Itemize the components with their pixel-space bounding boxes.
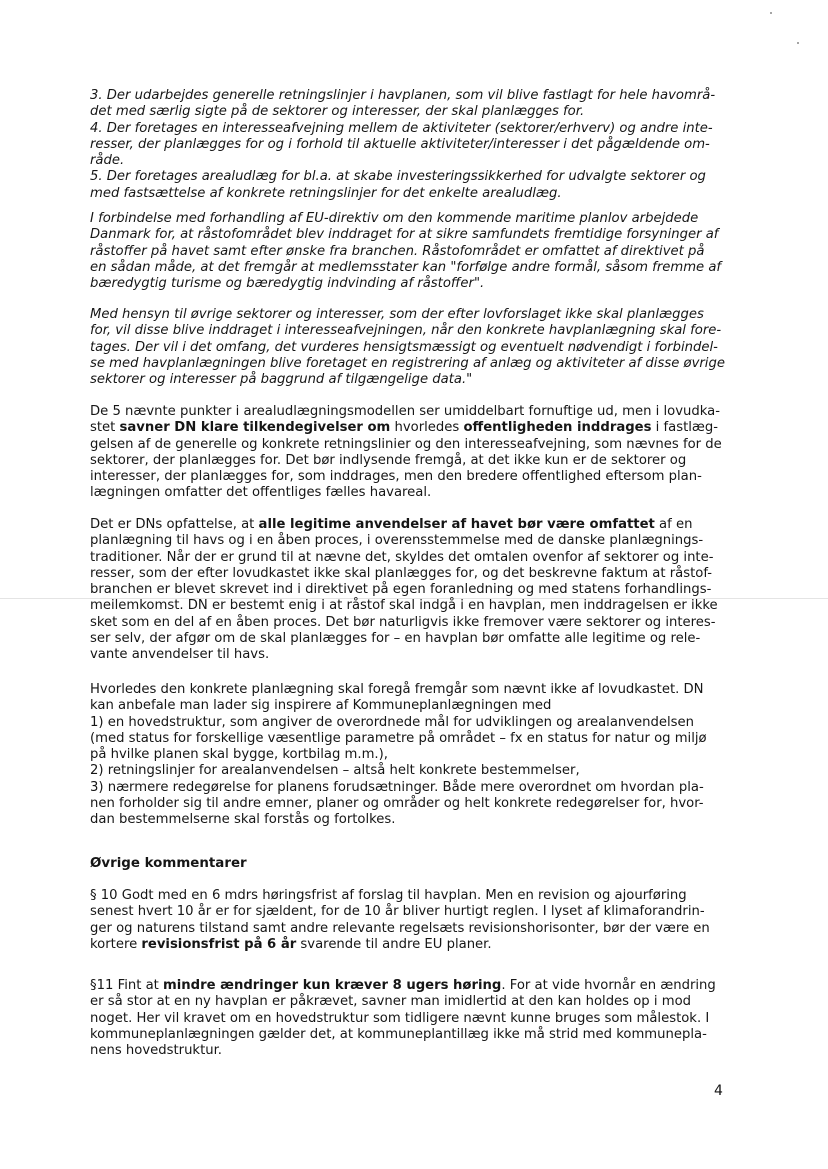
text-line — [90, 978, 730, 994]
text-line: 4. Der foretages en interesseafvejning mellem de aktiviteter (sektorer/erhverv) og andre inte- — [90, 120, 713, 136]
text-line: branchen er blevet skrevet ind i direktivet på egen foranledning og med statens forhandlings- — [90, 582, 712, 598]
text-run: stet — [90, 420, 120, 436]
text-line: senest hvert 10 år er for sjældent, for de 10 år bliver hurtigt reglen. I lyset af klimaforandrin- — [90, 904, 705, 920]
emphasis-text: mindre ændringer kun kræver 8 ugers høring — [163, 978, 502, 993]
text-line: nens hovedstruktur. — [90, 1043, 222, 1059]
text-line: for, vil disse blive inddraget i interesseafvejningen, når den konkrete havplanlægning skal fore- — [90, 323, 722, 339]
emphasis-text: savner DN klare tilkendegivelser om — [119, 420, 391, 436]
quoted-paragraph-other-sectors — [90, 307, 730, 388]
paragraph-section-11 — [90, 978, 730, 1059]
text-run: i fastlæg- — [651, 420, 719, 436]
text-line: se med havplanlægningen blive foretaget en registrering af anlæg og aktiviteter af disse øvrige — [90, 355, 725, 371]
text-line: bæredygtig turisme og bæredygtig indvinding af råstoffer". — [90, 276, 485, 292]
page-number: 4 — [714, 1083, 723, 1099]
text-line: en sådan måde, at det fremgår at medlemsstater kan "forfølge andre formål, såsom fremme af — [90, 259, 722, 275]
text-line: Danmark for, at råstofområdet blev inddraget for at sikre samfundets fremtidige forsyninger af — [90, 227, 719, 243]
text-line: er så stor at en ny havplan er påkrævet, savner man imidlertid at den kan holdes op i mod — [90, 994, 692, 1010]
text-line: sket som en del af en åben proces. Det bør naturligvis ikke fremover være sektorer og interes- — [90, 614, 716, 630]
text-run: kortere — [90, 936, 142, 952]
text-line: 3) nærmere redegørelse for planens forudsætninger. Både mere overordnet om hvordan pla- — [90, 779, 704, 795]
text-line: råstoffer på havet samt efter ønske fra branchen. Råstofområdet er omfattet af direktivet på — [90, 243, 705, 259]
quoted-list-items — [90, 88, 730, 202]
text-line: planlægning til havs og i en åben proces, i overensstemmelse med de danske planlægnings- — [90, 533, 704, 549]
text-line: råde. — [90, 153, 125, 169]
text-run: af en — [654, 517, 693, 532]
text-line: kommuneplanlægningen gælder det, at kommuneplantillæg ikke må strid med kommunepla- — [90, 1026, 707, 1042]
text-line: 3. Der udarbejdes generelle retningslinjer i havplanen, som vil blive fastlagt for hele havområ- — [90, 88, 716, 103]
paragraph-planning-method — [90, 682, 730, 829]
text-run: svarende til andre EU planer. — [296, 936, 492, 952]
text-line: med fastsættelse af konkrete retningslinjer for det enkelte arealudlæg. — [90, 185, 562, 201]
text-line: De 5 nævnte punkter i arealudlægningsmodellen ser umiddelbart fornuftige ud, men i lovudka- — [90, 404, 721, 419]
text-line: dan bestemmelserne skal forstås og fortolkes. — [90, 812, 396, 828]
text-line: vante anvendelser til havs. — [90, 647, 270, 663]
quoted-paragraph-eu-directive — [90, 211, 730, 292]
text-line — [90, 420, 730, 436]
paragraph-section-10 — [90, 888, 730, 953]
emphasis-text: revisionsfrist på 6 år — [141, 936, 297, 952]
text-line: meilemkomst. DN er bestemt enig i at råstof skal indgå i en havplan, men inddragelsen er ikke — [90, 598, 718, 614]
text-line: (med status for forskellige væsentlige parametre på området – fx en status for natur og miljø — [90, 730, 707, 746]
text-run: Det er DNs opfattelse, at — [90, 517, 259, 532]
scan-speck — [770, 12, 772, 14]
text-line: interesser, der planlægges for, som inddrages, men den bredere offentlighed eftersom plan- — [90, 469, 702, 485]
text-line: resser, der planlægges for og i forhold til aktuelle aktiviteter/interesser i det pågældende om- — [90, 136, 710, 152]
text-line: I forbindelse med forhandling af EU-direktiv om den kommende maritime planlov arbejdede — [90, 211, 699, 226]
paragraph-dn-opinion — [90, 517, 730, 664]
section-heading: Øvrige kommentarer — [90, 856, 247, 871]
text-line: § 10 Godt med en 6 mdrs høringsfrist af forslag til havplan. Men en revision og ajourføring — [90, 888, 687, 903]
text-line: noget. Her vil kravet om en hovedstruktur som tidligere nævnt kunne bruges som målestok. I — [90, 1010, 710, 1026]
text-line — [90, 937, 730, 953]
emphasis-text: offentligheden inddrages — [463, 420, 652, 436]
text-line: Hvorledes den konkrete planlægning skal foregå fremgår som nævnt ikke af lovudkastet. DN — [90, 682, 704, 697]
emphasis-text: alle legitime anvendelser af havet bør være omfattet — [258, 517, 655, 532]
text-line: Med hensyn til øvrige sektorer og interesser, som der efter lovforslaget ikke skal planlægges — [90, 307, 704, 322]
text-line: ser selv, der afgør om de skal planlægges for – en havplan bør omfatte alle legitime og rele- — [90, 631, 701, 647]
text-line: resser, som der efter lovudkastet ikke skal planlægges for, og det beskrevne faktum at råstof- — [90, 565, 713, 581]
text-line: gelsen af de generelle og konkrete retningslinier og den interesseafvejning, som nævnes for de — [90, 436, 722, 452]
text-line: kan anbefale man lader sig inspirere af Kommuneplanlægningen med — [90, 698, 552, 714]
text-line: lægningen omfatter det offentliges fælles havareal. — [90, 485, 432, 501]
text-line: det med særlig sigte på de sektorer og interesser, der skal planlægges for. — [90, 104, 585, 120]
text-line: sektorer og interesser på baggrund af tilgængelige data." — [90, 372, 473, 388]
text-line: på hvilke planen skal bygge, kortbilag m.m.), — [90, 747, 388, 763]
scan-speck — [797, 42, 799, 44]
text-line — [90, 517, 730, 533]
text-run: §11 Fint at — [90, 978, 164, 993]
text-line: nen forholder sig til andre emner, planer og områder og helt konkrete redegørelser for, hvor- — [90, 796, 704, 812]
text-run: hvorledes — [390, 420, 464, 436]
text-line: 1) en hovedstruktur, som angiver de overordnede mål for udviklingen og arealanvendelsen — [90, 714, 695, 730]
text-line: ger og naturens tilstand samt andre relevante regelsæts revisionshorisonter, bør der være en — [90, 920, 710, 936]
paragraph-five-points — [90, 404, 730, 502]
text-line: traditioner. Når der er grund til at nævne det, skyldes det omtalen ovenfor af sektorer og inte- — [90, 549, 714, 565]
text-run: . For at vide hvornår en ændring — [501, 978, 716, 993]
text-line: tages. Der vil i det omfang, det vurderes hensigtsmæssigt og eventuelt nødvendigt i forbindel- — [90, 339, 718, 355]
text-line: 2) retningslinjer for arealanvendelsen – altså helt konkrete bestemmelser, — [90, 763, 580, 779]
text-line: 5. Der foretages arealudlæg for bl.a. at skabe investeringssikkerhed for udvalgte sektorer og — [90, 169, 706, 185]
text-line: sektorer, der planlægges for. Det bør indlysende fremgå, at det ikke kun er de sektorer og — [90, 452, 687, 468]
